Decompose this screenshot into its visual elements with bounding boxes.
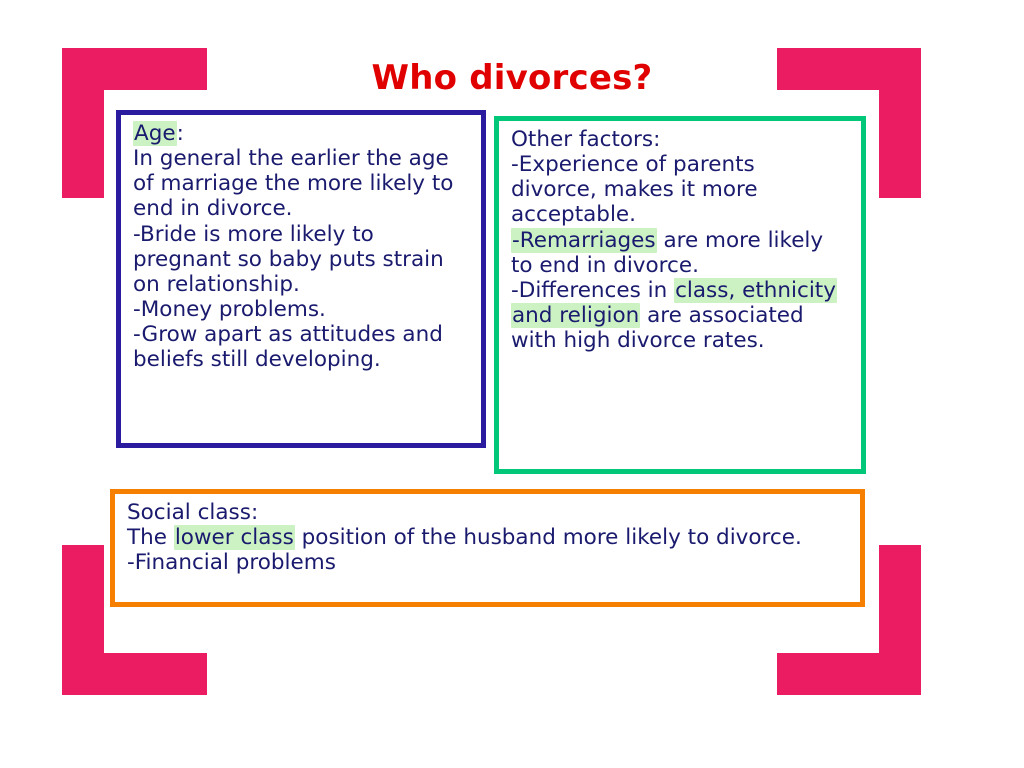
social-heading-colon: :: [250, 500, 259, 525]
social-line-2: -Financial problems: [127, 550, 336, 576]
other-heading: [511, 127, 851, 152]
age-line-4: -Bride is more likely to: [133, 221, 374, 247]
other-heading-text: Other factors: [511, 127, 654, 152]
age-heading: [133, 121, 471, 146]
age-line-3: end in divorce.: [133, 196, 293, 222]
other-line-differences: [511, 278, 851, 303]
text-box-other-factors: [494, 116, 866, 474]
age-heading-colon: :: [176, 121, 184, 146]
age-line-7: -Money problems.: [133, 296, 326, 322]
other-line-differences-3: with high divorce rates.: [511, 328, 765, 354]
slide-title: Who divorces?: [371, 58, 653, 98]
frame-corner-bottom-right-horizontal: [777, 653, 921, 695]
age-heading-text: Age: [134, 121, 176, 146]
text-box-age: [116, 110, 486, 448]
social-line-1: [127, 525, 850, 550]
other-diff-rest: are associated: [640, 302, 804, 328]
other-diff-pre: -Differences in: [511, 277, 675, 303]
age-line-5: pregnant so baby puts strain: [133, 246, 444, 272]
other-line-2: divorce, makes it more: [511, 177, 758, 203]
other-diff-highlight-1: class, ethnicity: [675, 277, 836, 303]
other-line-remarriage-2: to end in divorce.: [511, 252, 699, 278]
age-line-9: beliefs still developing.: [133, 347, 381, 373]
other-remarriage-rest: are more likely: [656, 227, 824, 253]
social-heading: [127, 500, 850, 525]
other-line-3: acceptable.: [511, 202, 636, 228]
social-line-rest: position of the husband more likely to divorce.: [294, 525, 802, 551]
other-remarriage-highlight: -Remarriages: [512, 227, 656, 253]
frame-corner-bottom-left-horizontal: [62, 653, 207, 695]
other-line-differences-2: [511, 303, 851, 328]
other-line-1: -Experience of parents: [511, 152, 755, 178]
other-line-remarriage: [511, 228, 851, 253]
text-box-social-class: [110, 489, 865, 607]
social-line-pre: The: [127, 525, 174, 551]
age-line-1: In general the earlier the age: [133, 146, 449, 172]
social-heading-text: Social class: [127, 500, 251, 525]
social-line-highlight: lower class: [174, 525, 294, 551]
other-heading-colon: :: [653, 127, 661, 152]
age-line-8: -Grow apart as attitudes and: [133, 322, 443, 348]
age-line-2: of marriage the more likely to: [133, 171, 454, 197]
age-line-6: on relationship.: [133, 271, 300, 297]
other-diff-highlight-2: and religion: [512, 302, 640, 328]
